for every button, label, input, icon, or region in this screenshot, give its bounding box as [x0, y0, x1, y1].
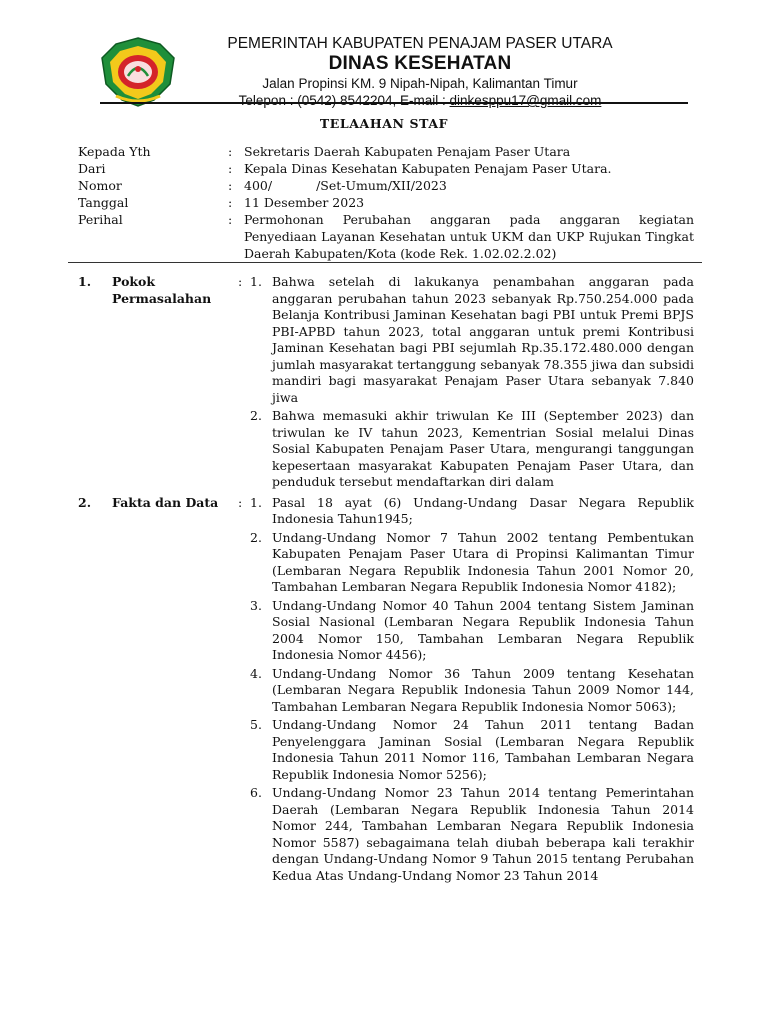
item-text: Undang-Undang Nomor 36 Tahun 2009 tentang Kesehatan (Lembaran Negara Republik Indonesia Tahun 2009 Nomor 144, Tambahan Lembaran Negara Republik Indonesia Nomor 5063);	[272, 665, 694, 714]
letterhead	[170, 34, 670, 109]
agency-address: Jalan Propinsi KM. 9 Nipah-Nipah, Kalimantan Timur	[262, 76, 578, 91]
meta-row-kepada	[78, 143, 694, 160]
item-number: 2.	[250, 529, 262, 545]
list-item	[250, 785, 694, 884]
section-colon: :	[238, 274, 243, 289]
item-text: Bahwa memasuki akhir triwulan Ke III (September 2023) dan triwulan ke IV tahun 2023, Kementrian Sosial melalui Dinas Sosial Kabupaten Penajam Paser Utara, mengurangi tanggungan kepesertaan masyarakat Kabupaten Penajam Paser Utara, dan penduduk tersebut mendaftarkan diri dalam	[272, 408, 694, 489]
meta-value: Permohonan Perubahan anggaran pada anggaran kegiatan Penyediaan Layanan Kesehatan untuk UKM dan UKP Rujukan Tingkat Daerah Kabupaten/Kota (kode Rek. 1.02.02.2.02)	[244, 212, 694, 261]
item-number: 3.	[250, 597, 262, 613]
contact-phone: Telepon : (0542) 8542204, E-mail :	[238, 93, 450, 108]
item-text: Undang-Undang Nomor 24 Tahun 2011 tentang Badan Penyelenggara Jaminan Sosial (Lembaran Negara Republik Indonesia Tahun 2011 Nomor 116, Tambahan Lembaran Negara Republik Indonesia Nomor 5256);	[272, 717, 694, 782]
section-number: 2.	[78, 494, 92, 510]
list-item	[250, 274, 694, 406]
section-heading: Pokok Permasalahan	[112, 274, 212, 306]
nomor-suffix: /Set-Umum/XII/2023	[316, 178, 447, 193]
meta-row-tanggal	[78, 194, 694, 211]
list-item	[250, 717, 694, 783]
item-number: 5.	[250, 717, 262, 732]
meta-label: Nomor	[78, 178, 122, 193]
list-item	[250, 495, 694, 528]
meta-label: Perihal	[78, 212, 123, 227]
section-number: 1.	[78, 274, 92, 289]
memo-header	[78, 143, 694, 262]
email-link[interactable]: dinkesppu17@gmail.com	[449, 93, 602, 108]
meta-colon: :	[228, 212, 233, 227]
meta-row-dari	[78, 160, 694, 177]
meta-colon: :	[228, 144, 233, 159]
item-number: 6.	[250, 785, 262, 800]
item-number: 1.	[250, 494, 262, 510]
agency-name: DINAS KESEHATAN	[328, 53, 512, 74]
item-number: 1.	[250, 274, 262, 289]
item-text: Undang-Undang Nomor 40 Tahun 2004 tentang Sistem Jaminan Sosial Nasional (Lembaran Negara Republik Indonesia Tahun 2004 Nomor 150, Tambahan Lembaran Negara Republik Indonesia Nomor 4456);	[272, 597, 694, 662]
memo-body	[78, 274, 694, 888]
meta-value	[244, 177, 694, 194]
list-item	[250, 408, 694, 491]
item-text: Bahwa setelah di lakukanya penambahan anggaran pada anggaran perubahan tahun 2023 sebanyak Rp.750.254.000 pada Belanja Kontribusi Jaminan Kesehatan bagi PBI untuk Premi BPJS PBI-APBD tahun 2023, total anggaran untuk premi Kontribusi Jaminan Kesehatan bagi PBI sejumlah Rp.35.172.480.000 dengan jumlah masyarakat tertanggung sebanyak 78.355 jiwa dan subsidi mandiri bagi masyarakat Penajam Paser Utara sebanyak 7.840 jiwa	[272, 274, 694, 405]
meta-label: Dari	[78, 161, 106, 176]
item-text: Undang-Undang Nomor 7 Tahun 2002 tentang Pembentukan Kabupaten Penajam Paser Utara di Propinsi Kalimantan Timur (Lembaran Negara Republik Indonesia Tahun 2001 Nomor 20, Tambahan Lembaran Negara Republik Indonesia Nomor 4182);	[272, 529, 694, 594]
meta-value: 11 Desember 2023	[244, 195, 365, 210]
meta-colon: :	[228, 178, 233, 193]
item-number: 4.	[250, 665, 262, 681]
government-name: PEMERINTAH KABUPATEN PENAJAM PASER UTARA	[227, 35, 613, 52]
regency-crest-icon	[98, 36, 178, 108]
meta-value: Kepala Dinas Kesehatan Kabupaten Penajam Paser Utara.	[244, 161, 612, 176]
section-item-list	[250, 495, 694, 887]
meta-label: Kepada Yth	[78, 144, 151, 159]
item-text: Undang-Undang Nomor 23 Tahun 2014 tentang Pemerintahan Daerah (Lembaran Negara Republik Indonesia Tahun 2014 Nomor 244, Tambahan Lembaran Negara Republik Indonesia Nomor 5587) sebagaimana telah diubah beberapa kali terakhir dengan Undang-Undang Nomor 9 Tahun 2015 tentang Perubahan Kedua Atas Undang-Undang Nomor 23 Tahun 2014	[272, 785, 694, 883]
section-item-list	[250, 274, 694, 493]
meta-row-nomor	[78, 177, 694, 194]
section-divider	[68, 262, 702, 263]
meta-colon: :	[228, 161, 233, 176]
nomor-prefix: 400/	[244, 178, 273, 193]
section-colon: :	[238, 494, 243, 510]
agency-contact	[170, 92, 670, 109]
item-number: 2.	[250, 408, 262, 423]
meta-colon: :	[228, 195, 233, 210]
document-title: TELAAHAN STAF	[319, 116, 449, 131]
meta-value: Sekretaris Daerah Kabupaten Penajam Paser Utara	[244, 144, 571, 159]
section-pokok-permasalahan	[78, 274, 694, 493]
section-fakta-dan-data	[78, 495, 694, 887]
list-item	[250, 530, 694, 596]
item-text: Pasal 18 ayat (6) Undang-Undang Dasar Negara Republik Indonesia Tahun1945;	[272, 494, 694, 526]
section-heading: Fakta dan Data	[112, 494, 219, 510]
list-item	[250, 666, 694, 716]
meta-row-perihal	[78, 211, 694, 262]
meta-label: Tanggal	[78, 195, 129, 210]
list-item	[250, 598, 694, 664]
letterhead-divider	[100, 102, 688, 104]
